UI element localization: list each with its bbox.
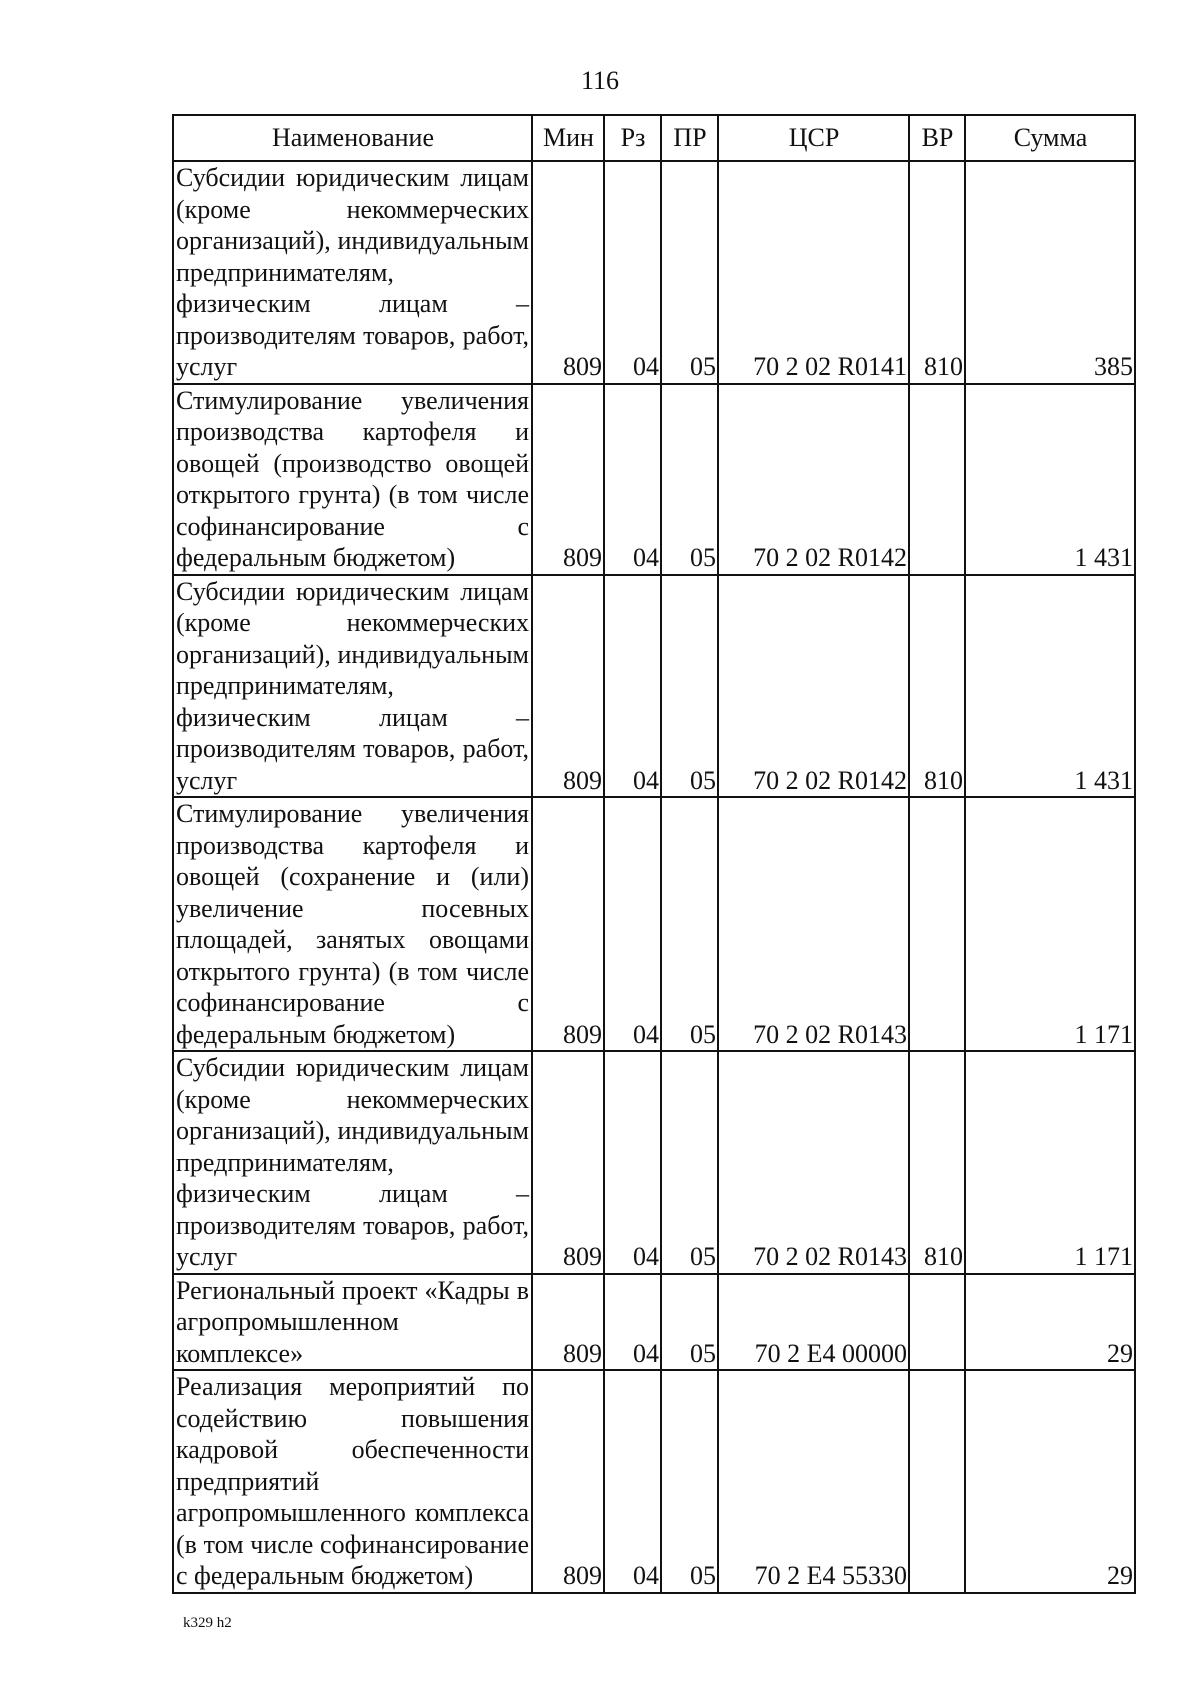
row-pr: 05 bbox=[661, 384, 718, 575]
row-min: 809 bbox=[532, 1370, 604, 1593]
header-rz: Рз bbox=[604, 115, 661, 161]
table-row bbox=[173, 384, 1135, 575]
row-sum: 385 bbox=[965, 161, 1135, 384]
row-name: Реализация мероприятий по содействию повышения кадровой обеспеченности предприятий агропромышленного комплекса (в том числе софинансирование с федеральным бюджетом) bbox=[173, 1370, 532, 1593]
row-vr: 810 bbox=[909, 575, 965, 798]
table-row bbox=[173, 1274, 1135, 1371]
row-vr: 810 bbox=[909, 1051, 965, 1274]
row-rz: 04 bbox=[604, 1274, 661, 1371]
row-sum: 1 171 bbox=[965, 1051, 1135, 1274]
row-min: 809 bbox=[532, 384, 604, 575]
row-csr: 70 2 02 R0142 bbox=[718, 384, 909, 575]
header-min: Мин bbox=[532, 115, 604, 161]
header-vr: ВР bbox=[909, 115, 965, 161]
header-csr: ЦСР bbox=[718, 115, 909, 161]
table-row bbox=[173, 575, 1135, 798]
row-name: Стимулирование увеличения производства картофеля и овощей (сохранение и (или) увеличение посевных площадей, занятых овощами открытого грунта) (в том числе софинансирование с федеральным бюджетом) bbox=[173, 797, 532, 1051]
row-csr: 70 2 E4 00000 bbox=[718, 1274, 909, 1371]
row-pr: 05 bbox=[661, 575, 718, 798]
table-row bbox=[173, 1051, 1135, 1274]
row-min: 809 bbox=[532, 575, 604, 798]
row-csr: 70 2 E4 55330 bbox=[718, 1370, 909, 1593]
table-row bbox=[173, 797, 1135, 1051]
row-name: Субсидии юридическим лицам (кроме некоммерческих организаций), индивидуальным предпринимателям, физическим лицам – производителям товаров, работ, услуг bbox=[173, 1051, 532, 1274]
row-name: Субсидии юридическим лицам (кроме некоммерческих организаций), индивидуальным предпринимателям, физическим лицам – производителям товаров, работ, услуг bbox=[173, 161, 532, 384]
row-pr: 05 bbox=[661, 1370, 718, 1593]
row-vr bbox=[909, 1274, 965, 1371]
row-min: 809 bbox=[532, 1274, 604, 1371]
header-sum: Сумма bbox=[965, 115, 1135, 161]
header-name: Наименование bbox=[173, 115, 532, 161]
page-number: 116 bbox=[580, 66, 620, 95]
header-pr: ПР bbox=[661, 115, 718, 161]
row-sum: 1 431 bbox=[965, 575, 1135, 798]
table-header-row bbox=[173, 115, 1135, 161]
budget-table bbox=[172, 114, 1136, 1594]
row-vr bbox=[909, 384, 965, 575]
row-csr: 70 2 02 R0142 bbox=[718, 575, 909, 798]
row-csr: 70 2 02 R0141 bbox=[718, 161, 909, 384]
row-min: 809 bbox=[532, 161, 604, 384]
row-pr: 05 bbox=[661, 1051, 718, 1274]
row-pr: 05 bbox=[661, 797, 718, 1051]
row-min: 809 bbox=[532, 1051, 604, 1274]
row-rz: 04 bbox=[604, 161, 661, 384]
row-name: Региональный проект «Кадры в агропромышленном комплексе» bbox=[173, 1274, 532, 1371]
row-name: Субсидии юридическим лицам (кроме некоммерческих организаций), индивидуальным предпринимателям, физическим лицам – производителям товаров, работ, услуг bbox=[173, 575, 532, 798]
row-rz: 04 bbox=[604, 1051, 661, 1274]
footer-code: k329 h2 bbox=[183, 1615, 232, 1631]
row-csr: 70 2 02 R0143 bbox=[718, 1051, 909, 1274]
row-pr: 05 bbox=[661, 1274, 718, 1371]
row-sum: 1 431 bbox=[965, 384, 1135, 575]
row-pr: 05 bbox=[661, 161, 718, 384]
row-rz: 04 bbox=[604, 384, 661, 575]
row-sum: 29 bbox=[965, 1274, 1135, 1371]
row-vr bbox=[909, 797, 965, 1051]
row-sum: 1 171 bbox=[965, 797, 1135, 1051]
row-csr: 70 2 02 R0143 bbox=[718, 797, 909, 1051]
row-rz: 04 bbox=[604, 575, 661, 798]
row-vr bbox=[909, 1370, 965, 1593]
table-row bbox=[173, 1370, 1135, 1593]
row-name: Стимулирование увеличения производства картофеля и овощей (производство овощей открытого грунта) (в том числе софинансирование с федеральным бюджетом) bbox=[173, 384, 532, 575]
row-sum: 29 bbox=[965, 1370, 1135, 1593]
row-min: 809 bbox=[532, 797, 604, 1051]
table-row bbox=[173, 161, 1135, 384]
row-rz: 04 bbox=[604, 797, 661, 1051]
row-rz: 04 bbox=[604, 1370, 661, 1593]
row-vr: 810 bbox=[909, 161, 965, 384]
